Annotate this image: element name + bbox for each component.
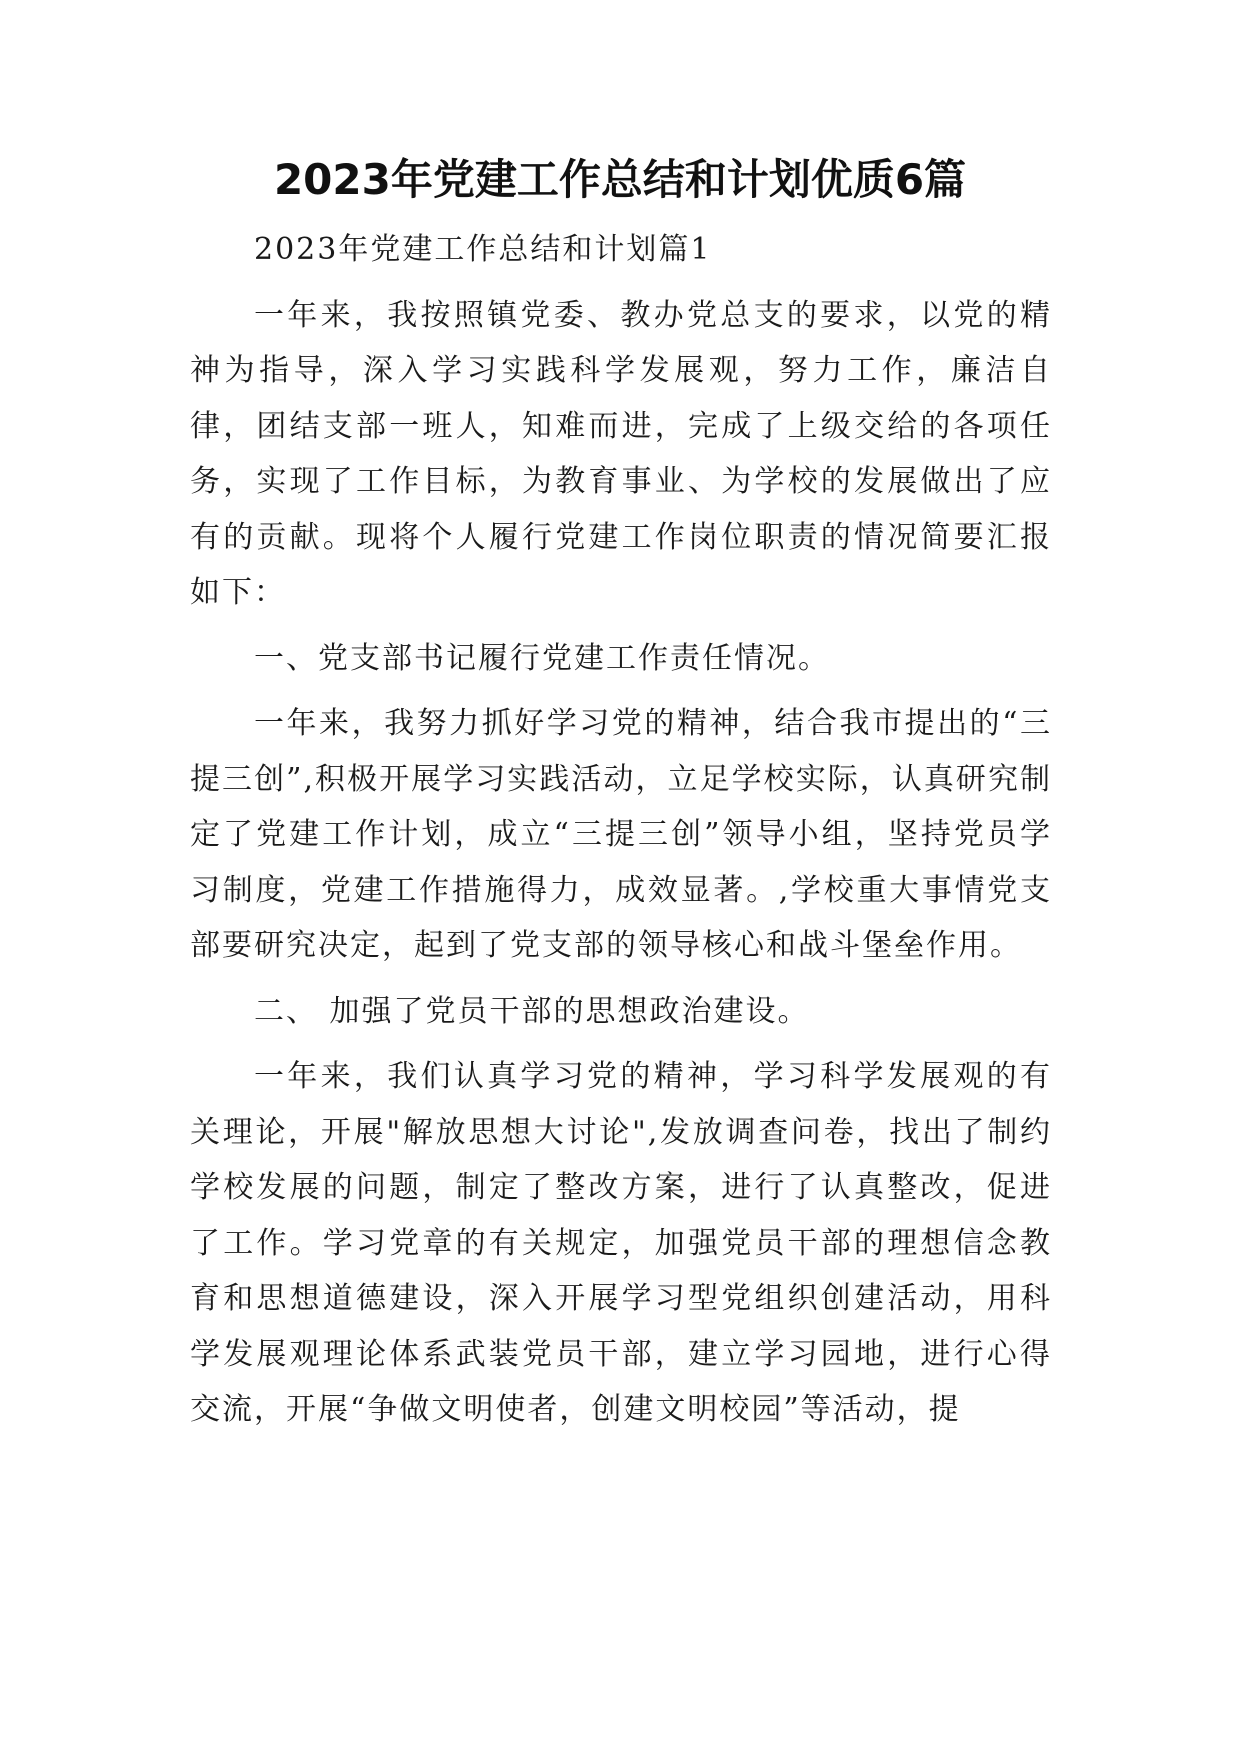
section-heading-1: 2023年党建工作总结和计划篇1 [254, 232, 712, 267]
document-body [190, 222, 1052, 1438]
paragraph-intro: 一年来，我按照镇党委、教办党总支的要求，以党的精神为指导，深入学习实践科学发展观，努力工作，廉洁自律，团结支部一班人，知难而进，完成了上级交给的各项任务，实现了工作目标，为教育事业、为学校的发展做出了应有的贡献。现将个人履行党建工作岗位职责的情况简要汇报如下： [190, 297, 1052, 610]
section-heading-3: 二、 加强了党员干部的思想政治建设。 [254, 993, 810, 1029]
paragraph-responsibility: 一年来，我努力抓好学习党的精神，结合我市提出的“三提三创”,积极开展学习实践活动，立足学校实际，认真研究制定了党建工作计划，成立“三提三创”领导小组，坚持党员学习制度，党建工作措施得力，成效显著。,学校重大事情党支部要研究决定，起到了党支部的领导核心和战斗堡垒作用。 [190, 706, 1052, 963]
document-title: 2023年党建工作总结和计划优质6篇 [273, 155, 967, 204]
paragraph-ideology: 一年来，我们认真学习党的精神，学习科学发展观的有关理论，开展"解放思想大讨论",发放调查问卷，找出了制约学校发展的问题，制定了整改方案，进行了认真整改，促进了工作。学习党章的有关规定，加强党员干部的理想信念教育和思想道德建设，深入开展学习型党组织创建活动，用科学发展观理论体系武装党员干部，建立学习园地，进行心得交流，开展“争做文明使者，创建文明校园”等活动，提 [190, 1059, 1052, 1427]
section-heading-2: 一、党支部书记履行党建工作责任情况。 [254, 640, 830, 676]
